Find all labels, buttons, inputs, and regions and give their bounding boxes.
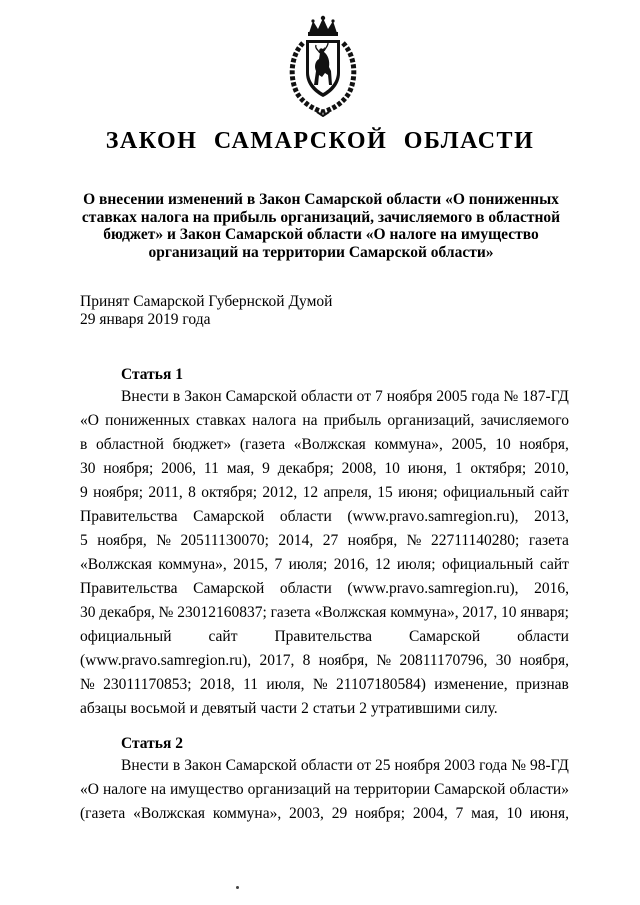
word: 2016, [534, 580, 569, 597]
word: на [302, 412, 318, 429]
word: (www.pravo.samregion.ru), [347, 580, 519, 597]
law-subject [70, 191, 572, 261]
word: 2014, [278, 532, 314, 549]
word: 30 [80, 604, 96, 621]
word: официальный [441, 556, 534, 573]
adoption-date: 29 января 2019 года [80, 311, 211, 328]
word: Правительства [274, 628, 372, 645]
word: мая, [226, 460, 255, 477]
word: ноября; [103, 460, 154, 477]
word: 2005 [436, 388, 468, 405]
word: сайт [539, 484, 569, 501]
word: 30 [495, 652, 512, 669]
word: 21107180584) [336, 676, 426, 693]
word: Самарской [408, 628, 481, 645]
word: коммуна», [212, 805, 282, 822]
word: 20511130070; [180, 532, 269, 549]
word: 2011, [148, 484, 183, 501]
word: 8 [188, 484, 196, 501]
word: (газета [80, 805, 126, 822]
word: коммуна», [158, 556, 227, 573]
word: июля, [266, 676, 305, 693]
word: 9 [80, 484, 88, 501]
word: областной [96, 436, 164, 453]
text-line [80, 433, 569, 457]
word: Самарской [225, 388, 297, 405]
text-line [121, 754, 569, 778]
word: Самарской [193, 580, 265, 597]
word: 187-ГД [522, 388, 569, 405]
word: области» [509, 781, 569, 798]
word: «О [80, 412, 99, 429]
text-line [80, 409, 569, 433]
word: на [334, 781, 351, 798]
word: июня; [398, 484, 438, 501]
word: Правительства [80, 580, 178, 597]
word: Самарской [434, 781, 506, 798]
word: 9 [262, 460, 270, 477]
word: 11 [243, 676, 258, 693]
word: № [156, 532, 172, 549]
word: газета [528, 532, 569, 549]
word: на [150, 781, 166, 798]
text-line [121, 385, 569, 409]
word: организаций [247, 781, 331, 798]
law-title: ЗАКОН САМАРСКОЙ ОБЛАСТИ [105, 128, 535, 154]
word: июня, [407, 460, 447, 477]
word: статьи [312, 700, 356, 717]
word: 12 [302, 484, 319, 501]
text-line [80, 778, 569, 802]
word: ставках [196, 412, 247, 429]
word: № [376, 652, 392, 669]
word: апреля, [323, 484, 372, 501]
text-line [80, 481, 569, 505]
word: в [172, 757, 181, 774]
word: 12 [374, 556, 391, 573]
word: № [503, 388, 519, 405]
word: газета [270, 604, 311, 621]
word: сайт [208, 628, 238, 645]
word: 10 [501, 604, 517, 621]
word: ноября [394, 757, 441, 774]
word: 10 [384, 460, 400, 477]
word: коммуна», [374, 436, 443, 453]
word: 23011170853; [103, 676, 192, 693]
word: имущество [169, 781, 244, 798]
word: 27 [322, 532, 339, 549]
word: (газета [239, 436, 286, 453]
adopted-by: Принят Самарской Губернской Думой [80, 293, 333, 310]
article-1-heading: Статья 1 [121, 366, 183, 383]
word: 25 [375, 757, 391, 774]
word: 7 [455, 805, 464, 822]
word: налоге [102, 781, 147, 798]
article-2-heading: Статья 2 [121, 735, 183, 752]
text-line [80, 577, 569, 601]
word: от [356, 388, 371, 405]
word: ноября; [355, 805, 405, 822]
word: в [80, 436, 88, 453]
word: ноября, [519, 436, 569, 453]
text-line [80, 802, 569, 826]
text-line [80, 673, 569, 697]
word: восьмой [130, 700, 186, 717]
word: в [172, 388, 181, 405]
word: 98-ГД [530, 757, 569, 774]
word: 23012160837; [177, 604, 267, 621]
word: ноября, [97, 532, 147, 549]
word: области [279, 508, 332, 525]
word: области [300, 757, 353, 774]
word: Закон [184, 757, 222, 774]
word: области [517, 628, 569, 645]
word: 2008, [341, 460, 377, 477]
word: ноября, [519, 652, 569, 669]
word: налога [252, 412, 297, 429]
word: 2015, [233, 556, 269, 573]
word: «О [80, 781, 99, 798]
word: пониженных [105, 412, 190, 429]
word: Внести [121, 757, 169, 774]
word: 2003 [444, 757, 476, 774]
word: 30 [80, 460, 96, 477]
word: № [312, 676, 328, 693]
text-line [80, 625, 569, 649]
word: 10 [506, 805, 522, 822]
word: «Волжская [133, 805, 206, 822]
word: 2004, [412, 805, 448, 822]
word: Самарской [225, 757, 297, 774]
word: территории [354, 781, 431, 798]
word: силу. [464, 700, 498, 717]
word: Правительства [80, 508, 178, 525]
word: ноября [386, 388, 433, 405]
text-line [80, 601, 569, 625]
word: официальный [80, 628, 172, 645]
word: области [279, 580, 332, 597]
word: 10 [495, 436, 511, 453]
subject-line: организаций на территории Самарской области» [148, 243, 494, 261]
word: 2016, [333, 556, 369, 573]
word: изменение, [434, 676, 508, 693]
adoption-info [80, 293, 500, 329]
word: 7 [274, 556, 283, 573]
word: № [158, 604, 174, 621]
word: июля; [288, 556, 328, 573]
text-line [80, 553, 569, 577]
word: года [479, 757, 508, 774]
word: 1 [454, 460, 463, 477]
word: и [189, 700, 198, 717]
word: октября; [470, 460, 527, 477]
word: июня, [529, 805, 569, 822]
word: 2012, [262, 484, 298, 501]
word: 2 [359, 700, 368, 717]
text-line [80, 697, 569, 721]
word: мая, [471, 805, 499, 822]
word: от [356, 757, 371, 774]
text-line [80, 505, 569, 529]
word: 5 [80, 532, 88, 549]
word: января; [520, 604, 569, 621]
word: 2003, [289, 805, 324, 822]
subject-line: ставках налога на прибыль организаций, зачисляемого в областной [81, 208, 561, 226]
word: декабря, [99, 604, 155, 621]
word: № [406, 532, 422, 549]
word: ноября, [318, 652, 369, 669]
word: организаций, [387, 412, 475, 429]
word: Внести [121, 388, 169, 405]
word: «Волжская [80, 556, 152, 573]
word: ноября, [347, 532, 398, 549]
word: 15 [377, 484, 393, 501]
word: 22711140280; [430, 532, 520, 549]
word: абзацы [80, 700, 127, 717]
word: декабря; [277, 460, 334, 477]
word: бюджет» [172, 436, 232, 453]
word: 29 [331, 805, 348, 822]
word: сайт [539, 556, 569, 573]
text-line [80, 457, 569, 481]
word: (www.pravo.samregion.ru), [80, 652, 252, 669]
word: 20811170796, [399, 652, 488, 669]
word: Самарской [193, 508, 265, 525]
word: октября; [201, 484, 258, 501]
word: области [300, 388, 353, 405]
word: ноября; [93, 484, 144, 501]
coat-of-arms-icon [287, 15, 359, 117]
word: 7 [375, 388, 383, 405]
word: № [80, 676, 95, 693]
subject-line: бюджет» и Закон Самарской области «О налоге на имущество [103, 226, 539, 244]
text-line [80, 529, 569, 553]
word: 2017, [259, 652, 295, 669]
subject-line: О внесении изменений в Закон Самарской области «О пониженных [83, 191, 559, 208]
word: июля; [396, 556, 436, 573]
word: 2005, [451, 436, 487, 453]
word: Закон [184, 388, 222, 405]
word: 11 [203, 460, 219, 477]
word: (www.pravo.samregion.ru), [347, 508, 519, 525]
word: коммуна», [390, 604, 459, 621]
word: «Волжская [293, 436, 366, 453]
word: года [471, 388, 500, 405]
scan-speck [236, 886, 239, 889]
word: части [260, 700, 298, 717]
word: «Волжская [314, 604, 387, 621]
word: признав [515, 676, 569, 693]
word: 2013, [534, 508, 569, 525]
word: официальный [443, 484, 535, 501]
word: № [511, 757, 526, 774]
word: 2 [301, 700, 309, 717]
word: 2017, [462, 604, 498, 621]
word: 2006, [161, 460, 197, 477]
word: прибыль [323, 412, 382, 429]
word: утратившими [371, 700, 461, 717]
word: 8 [302, 652, 311, 669]
word: 2018, [199, 676, 235, 693]
word: зачисляемого [480, 412, 569, 429]
text-line [80, 649, 569, 673]
word: 2010, [534, 460, 569, 477]
word: девятый [201, 700, 257, 717]
